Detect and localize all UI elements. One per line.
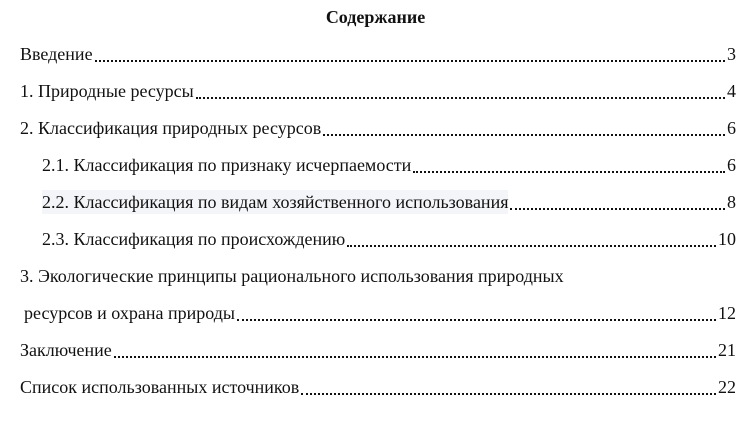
dot-leader: [301, 393, 716, 395]
toc-entry-natural-resources[interactable]: [0, 79, 751, 116]
toc-entry-label-line1: 3. Экологические принципы рационального использования природных: [20, 266, 564, 286]
toc-entry-label: Заключение: [20, 340, 112, 360]
toc-entry-label: 2.1. Классификация по признаку исчерпаемости: [42, 155, 412, 175]
dot-leader: [413, 171, 725, 173]
toc-entry-page: 3: [727, 44, 736, 64]
toc-entry-label: 2. Классификация природных ресурсов: [20, 118, 322, 138]
toc-entry-conclusion[interactable]: [0, 338, 751, 375]
dot-leader: [323, 134, 725, 136]
toc-title: Содержание: [325, 7, 426, 27]
toc-entry-ecological-principles-cont[interactable]: [0, 301, 751, 338]
dot-leader: [114, 356, 716, 358]
dot-leader: [95, 60, 725, 62]
toc-entry-page: 8: [727, 192, 736, 212]
toc-entry-references[interactable]: [0, 375, 751, 412]
toc-entry-economic-use[interactable]: [0, 190, 751, 227]
table-of-contents: [0, 42, 751, 412]
toc-entry-page: 6: [727, 155, 736, 175]
toc-entry-page: 4: [727, 81, 736, 101]
toc-entry-label: 2.2. Классификация по видам хозяйственного использования: [42, 192, 509, 212]
dot-leader: [196, 97, 725, 99]
toc-entry-page: 6: [727, 118, 736, 138]
toc-entry-page: 12: [718, 303, 736, 323]
toc-entry-label: Введение: [20, 44, 93, 64]
toc-entry-label-line2: ресурсов и охрана природы: [24, 303, 235, 323]
toc-entry-label: Список использованных источников: [20, 377, 300, 397]
toc-entry-origin[interactable]: [0, 227, 751, 264]
toc-entry-page: 10: [718, 229, 736, 249]
dot-leader: [510, 208, 725, 210]
dot-leader: [347, 245, 716, 247]
toc-entry-page: 22: [718, 377, 736, 397]
toc-entry-label: 2.3. Классификация по происхождению: [42, 229, 346, 249]
toc-entry-ecological-principles[interactable]: [0, 264, 751, 301]
toc-entry-label: 1. Природные ресурсы: [20, 81, 194, 101]
toc-entry-classification[interactable]: [0, 116, 751, 153]
toc-entry-introduction[interactable]: [0, 42, 751, 79]
toc-entry-page: 21: [718, 340, 736, 360]
dot-leader: [237, 319, 716, 321]
toc-entry-exhaustibility[interactable]: [0, 153, 751, 190]
